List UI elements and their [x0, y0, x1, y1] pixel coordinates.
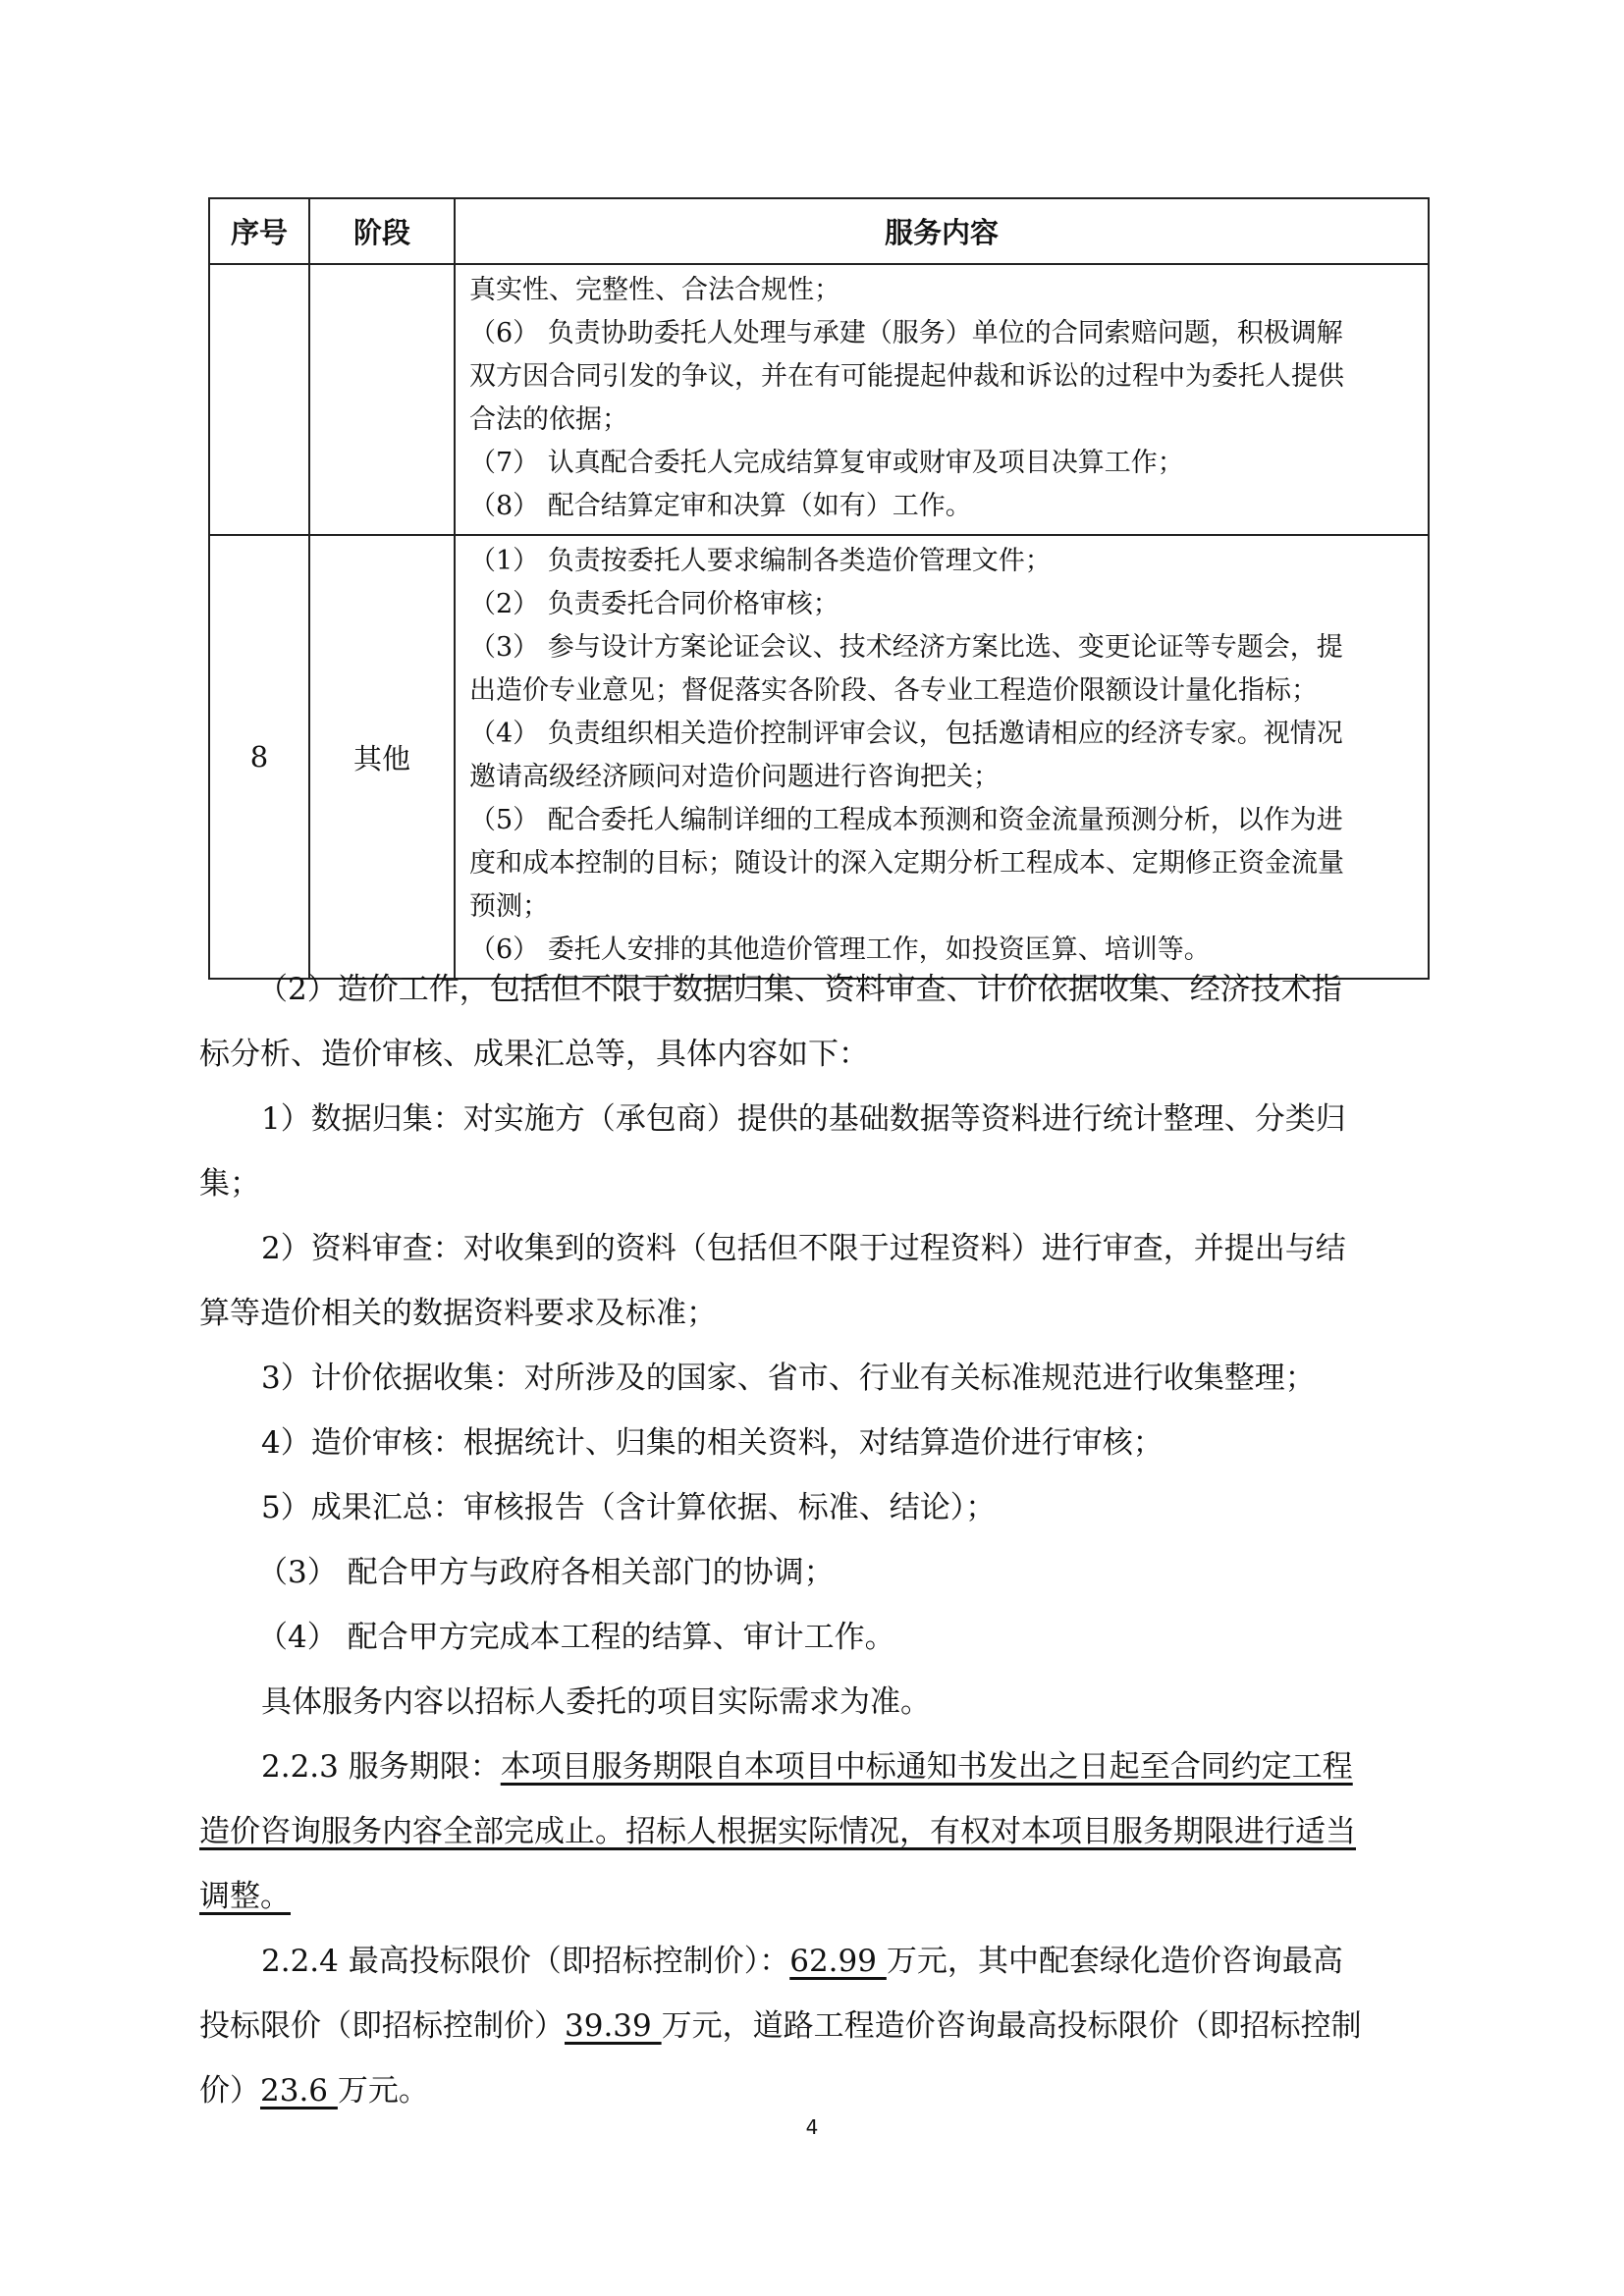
service-period-text: 调整。 — [199, 1879, 291, 1914]
list-item: 5）成果汇总：审核报告（含计算依据、标准、结论）； — [261, 1490, 997, 1525]
price-text: 投标限价（即招标控制价） — [199, 2008, 565, 2044]
cell-stage — [309, 264, 455, 535]
page-number: 4 — [805, 2115, 819, 2139]
content-line: 出造价专业意见；督促落实各阶段、各专业工程造价限额设计量化指标； — [469, 675, 1318, 706]
content-line: （8） 配合结算定审和决算（如有）工作。 — [469, 491, 972, 521]
cell-seq — [209, 264, 309, 535]
paragraph-line: （3） 配合甲方与政府各相关部门的协调； — [257, 1555, 835, 1590]
cell-content — [455, 535, 1429, 979]
paragraph-line: 标分析、造价审核、成果汇总等，具体内容如下： — [199, 1037, 869, 1072]
list-item: 集； — [199, 1166, 260, 1201]
price-text: 万元。 — [337, 2073, 429, 2109]
table-row — [209, 535, 1429, 979]
section-2-2-3-line — [199, 1799, 1427, 1864]
road-price-value: 23.6 — [260, 2073, 338, 2109]
content-line: （2） 负责委托合同价格审核； — [469, 589, 839, 619]
content-line: （4） 负责组织相关造价控制评审会议，包括邀请相应的经济专家。视情况 — [469, 719, 1343, 749]
total-price-value: 62.99 — [789, 1944, 887, 1979]
content-line: 合法的依据； — [469, 404, 628, 435]
cell-seq: 8 — [209, 535, 309, 979]
table-row — [209, 264, 1429, 535]
price-text: 价） — [199, 2073, 260, 2109]
paragraph-line: 具体服务内容以招标人委托的项目实际需求为准。 — [261, 1684, 931, 1720]
list-item: 1）数据归集：对实施方（承包商）提供的基础数据等资料进行统计整理、分类归 — [261, 1101, 1346, 1137]
cell-stage: 其他 — [309, 535, 455, 979]
content-line: （1） 负责按委托人要求编制各类造价管理文件； — [469, 546, 1052, 576]
section-2-2-4-line — [199, 1994, 1427, 2058]
content-line: 邀请高级经济顾问对造价问题进行咨询把关； — [469, 762, 1000, 792]
service-period-text: 本项目服务期限自本项目中标通知书发出之日起至合同约定工程 — [500, 1749, 1353, 1785]
content-line: （5） 配合委托人编制详细的工程成本预测和资金流量预测分析，以作为进 — [469, 805, 1343, 835]
header-stage: 阶段 — [309, 198, 455, 264]
section-2-2-3-line — [199, 1864, 1427, 1929]
price-text: 万元，道路工程造价咨询最高投标限价（即招标控制 — [661, 2008, 1362, 2044]
header-seq: 序号 — [209, 198, 309, 264]
list-item: 2）资料审查：对收集到的资料（包括但不限于过程资料）进行审查，并提出与结 — [261, 1231, 1346, 1266]
content-line: 预测； — [469, 891, 549, 922]
section-2-2-3-label: 2.2.3 服务期限： — [261, 1749, 501, 1785]
cell-content — [455, 264, 1429, 535]
header-content: 服务内容 — [455, 198, 1429, 264]
section-2-2-3-line — [261, 1735, 1489, 1799]
content-line: 真实性、完整性、合法合规性； — [469, 275, 840, 305]
greening-price-value: 39.39 — [565, 2008, 662, 2044]
content-line: （7） 认真配合委托人完成结算复审或财审及项目决算工作； — [469, 448, 1184, 478]
section-2-2-4-label: 2.2.4 最高投标限价（即招标控制价）： — [261, 1944, 790, 1979]
service-table — [208, 197, 1430, 980]
content-line: 双方因合同引发的争议，并在有可能提起仲裁和诉讼的过程中为委托人提供 — [469, 361, 1344, 392]
content-line: （3） 参与设计方案论证会议、技术经济方案比选、变更论证等专题会，提 — [469, 632, 1343, 663]
section-2-2-4-line — [199, 2058, 1427, 2123]
content-line: （6） 委托人安排的其他造价管理工作，如投资匡算、培训等。 — [469, 934, 1211, 965]
content-line: （6） 负责协助委托人处理与承建（服务）单位的合同索赔问题，积极调解 — [469, 318, 1343, 348]
list-item: 3）计价依据收集：对所涉及的国家、省市、行业有关标准规范进行收集整理； — [261, 1361, 1316, 1396]
table-header-row — [209, 198, 1429, 264]
list-item: 算等造价相关的数据资料要求及标准； — [199, 1296, 717, 1331]
list-item: 4）造价审核：根据统计、归集的相关资料，对结算造价进行审核； — [261, 1425, 1164, 1461]
paragraph-line: （4） 配合甲方完成本工程的结算、审计工作。 — [257, 1620, 895, 1655]
paragraph-line: （2）造价工作，包括但不限于数据归集、资料审查、计价依据收集、经济技术指 — [257, 972, 1342, 1007]
section-2-2-4-line — [261, 1929, 1489, 1994]
price-text: 万元，其中配套绿化造价咨询最高 — [886, 1944, 1343, 1979]
content-line: 度和成本控制的目标；随设计的深入定期分析工程成本、定期修正资金流量 — [469, 848, 1344, 879]
service-period-text: 造价咨询服务内容全部完成止。招标人根据实际情况，有权对本项目服务期限进行适当 — [199, 1814, 1356, 1849]
